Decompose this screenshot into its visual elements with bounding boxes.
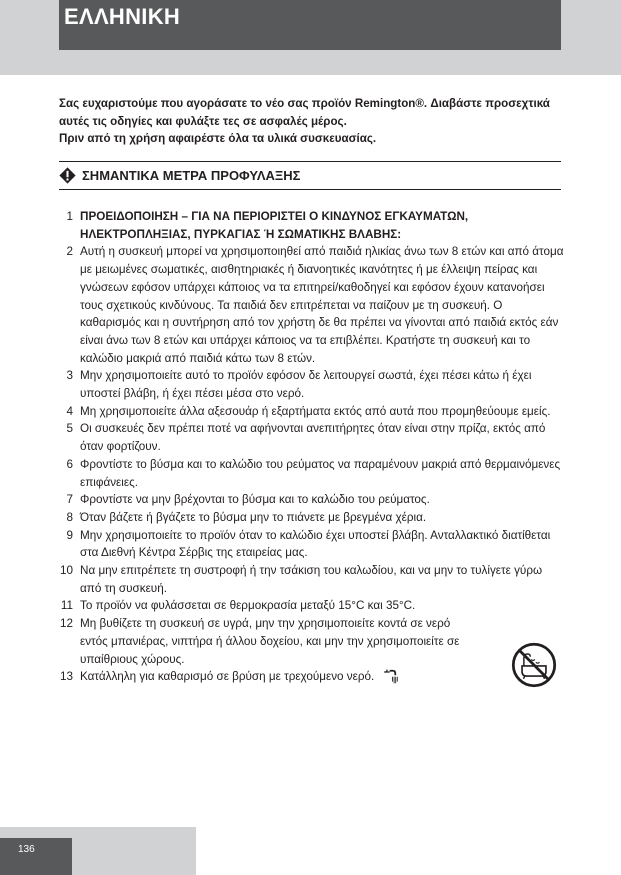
item-text: Οι συσκευές δεν πρέπει ποτέ να αφήνονται ανεπιτήρητες όταν είναι στην πρίζα, εκτός από όταν φορτίζουν. [80,422,546,454]
warning-icon [59,167,76,184]
item-number: 11 [60,599,73,613]
list-item [59,367,564,402]
item-number: 3 [66,369,73,383]
list-item [59,597,564,615]
item-number: 10 [59,564,73,578]
item-number: 1 [66,210,73,223]
item-text: Μη χρησιμοποιείτε άλλα αξεσουάρ ή εξαρτήματα εκτός από αυτά που προμηθεύουμε εμείς. [80,404,551,418]
list-item [59,491,564,509]
page-number-tab [0,838,72,875]
item-number: 6 [66,457,73,471]
item-text: Φροντίστε το βύσμα και το καλώδιο του ρεύματος να παραμένουν μακριά από θερμαινόμενες επιφάνειες. [80,457,561,489]
list-item [59,420,564,455]
intro-packaging: Πριν από τη χρήση αφαιρέστε όλα τα υλικά συσκευασίας. [59,132,377,146]
item-number: 8 [66,510,73,524]
item-text: Μην χρησιμοποιείτε αυτό το προϊόν εφόσον δε λειτουργεί σωστά, έχει πέσει κάτω ή έχει υποστεί βλάβη, ή έχει πέσει μέσα στο νερό. [80,369,532,401]
item-number: 7 [66,493,73,507]
section-heading [59,167,300,184]
list-item [59,615,564,668]
item-number: 4 [66,404,73,418]
list-item [59,527,564,562]
list-item [59,562,564,597]
item-text: Μην χρησιμοποιείτε το προϊόν όταν το καλώδιο έχει υποστεί βλάβη. Ανταλλακτικό διατίθεται στα Διεθνή Κέντρα Σέρβις της εταιρείας μας. [80,528,551,560]
item-number: 5 [66,422,73,436]
item-text: Το προϊόν να φυλάσσεται σε θερμοκρασία μεταξύ 15°C και 35°C. [80,599,416,613]
list-item [59,668,564,686]
list-item [59,403,564,421]
list-item [59,456,564,491]
tap-water-icon [382,668,399,684]
item-number: 2 [66,245,73,259]
language-title: ΕΛΛΗΝΙΚΗ [64,4,181,29]
precautions-list [59,208,564,686]
item-text: ΠΡΟΕΙΔΟΠΟΙΗΣΗ – ΓΙΑ ΝΑ ΠΕΡΙΟΡΙΣΤΕΙ Ο ΚΙΝΔΥΝΟΣ ΕΓΚΑΥΜΑΤΩΝ, ΗΛΕΚΤΡΟΠΛΗΞΙΑΣ, ΠΥΡΚΑΓΙΑΣ Ή ΣΩΜΑΤΙΚΗΣ ΒΛΑΒΗΣ: [80,210,469,241]
section-rule-top [59,161,561,162]
item-text: Φροντίστε να μην βρέχονται το βύσμα και το καλώδιο του ρεύματος. [80,493,430,507]
list-item [59,208,564,243]
item-text: Να μην επιτρέπετε τη συστροφή ή την τσάκιση του καλωδίου, και να μην το τυλίγετε γύρω από τη συσκευή. [80,564,543,595]
section-rule-bottom [59,189,561,190]
item-text: Όταν βάζετε ή βγάζετε το βύσμα μην το πιάνετε με βρεγμένα χέρια. [80,510,427,524]
list-item [59,243,564,367]
page-number: 136 [18,844,35,855]
intro-thanks: Σας ευχαριστούμε που αγοράσατε το νέο σας προϊόν Remington®. Διαβάστε προσεχτικά αυτές τις οδηγίες και φυλάξτε τες σε ασφαλές μέρος. [59,97,550,128]
item-number: 9 [66,528,73,542]
item-number: 13 [59,670,73,684]
item-text: Αυτή η συσκευή μπορεί να χρησιμοποιηθεί από παιδιά ηλικίας άνω των 8 ετών και από άτομα με μειωμένες σωματικές, αισθητηριακές ή διανοητικές ικανότητες ή με έλλειψη πείρας και γνώσεων εφόσον υπάρχει κάποιος να τα επιτηρεί/καθοδηγεί και εφόσον έχουν κατανοήσει τους σχετικούς κινδύνους. Τα παιδιά δεν επιτρέπεται να παίζουν με τη συσκευή. Ο καθαρισμός και η συντήρηση από τον χρήστη δε θα πρέπει να γίνονται από παιδιά εκτός εάν είναι άνω των 8 ετών και υπάρχει κάποιος να τα επιβλέπει. Κρατήστε τη συσκευή και το καλώδιο μακριά από παιδιά κάτω των 8 ετών. [80,245,564,365]
no-bath-icon [511,642,557,688]
item-text-content: Κατάλληλη για καθαρισμό σε βρύση με τρεχούμενο νερό. [80,670,375,684]
list-item [59,509,564,527]
item-text: Μη βυθίζετε τη συσκευή σε υγρά, μην την χρησιμοποιείτε κοντά σε νερό εντός μπανιέρας, νιπτήρα ή άλλου δοχείου, και μην την χρησιμοποιείτε σε υπαίθριους χώρους. [80,617,460,666]
intro-text [59,95,564,148]
section-title: ΣΗΜΑΝΤΙΚΑ ΜΕΤΡΑ ΠΡΟΦΥΛΑΞΗΣ [82,168,301,183]
item-text [80,668,564,686]
item-number: 12 [59,617,73,631]
